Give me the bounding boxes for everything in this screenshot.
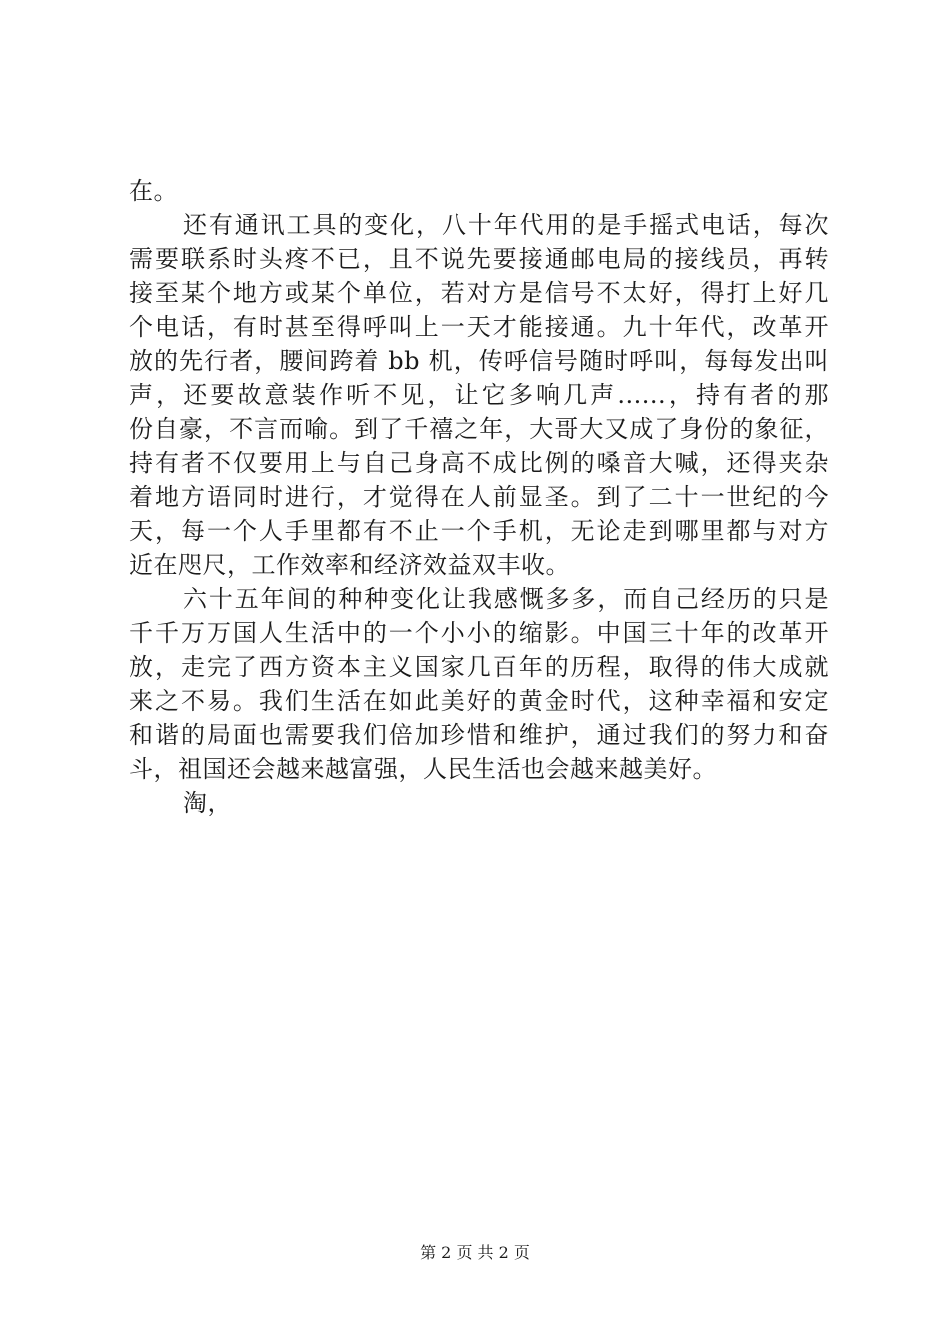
text-line: 千千万万国人生活中的一个小小的缩影。中国三十年的改革开 (129, 619, 829, 647)
paragraph-start-line: 还有通讯工具的变化，八十年代用的是手摇式电话，每次 (183, 211, 829, 239)
text-line: 放的先行者，腰间跨着 bb 机，传呼信号随时呼叫，每每发出叫 (129, 347, 829, 375)
text-line: 声，还要故意装作听不见，让它多响几声......，持有者的那 (129, 381, 829, 409)
text-line: 和谐的局面也需要我们倍加珍惜和维护，通过我们的努力和奋 (129, 721, 829, 749)
text-line: 斗，祖国还会越来越富强，人民生活也会越来越美好。 (129, 755, 717, 783)
text-line: 来之不易。我们生活在如此美好的黄金时代，这种幸福和安定 (129, 687, 829, 715)
text-line: 份自豪，不言而喻。到了千禧之年，大哥大又成了身份的象征， (129, 415, 829, 443)
text-line: 在。 (129, 177, 178, 205)
text-line: 近在咫尺，工作效率和经济效益双丰收。 (129, 551, 570, 579)
text-line: 需要联系时头疼不已，且不说先要接通邮电局的接线员，再转 (129, 245, 829, 273)
paragraph-start-line: 六十五年间的种种变化让我感慨多多，而自己经历的只是 (183, 585, 829, 613)
page-footer: 第 2 页 共 2 页 (420, 1243, 530, 1262)
text-line: 个电话，有时甚至得呼叫上一天才能接通。九十年代，改革开 (129, 313, 829, 341)
text-line: 着地方语同时进行，才觉得在人前显圣。到了二十一世纪的今 (129, 483, 829, 511)
text-line: 持有者不仅要用上与自己身高不成比例的嗓音大喊，还得夹杂 (129, 449, 829, 477)
text-line: 放，走完了西方资本主义国家几百年的历程，取得的伟大成就 (129, 653, 829, 681)
document-body (129, 174, 829, 820)
text-line: 天，每一个人手里都有不止一个手机，无论走到哪里都与对方 (129, 517, 829, 545)
paragraph-start-line: 淘， (183, 789, 232, 817)
text-line: 接至某个地方或某个单位，若对方是信号不太好，得打上好几 (129, 279, 829, 307)
